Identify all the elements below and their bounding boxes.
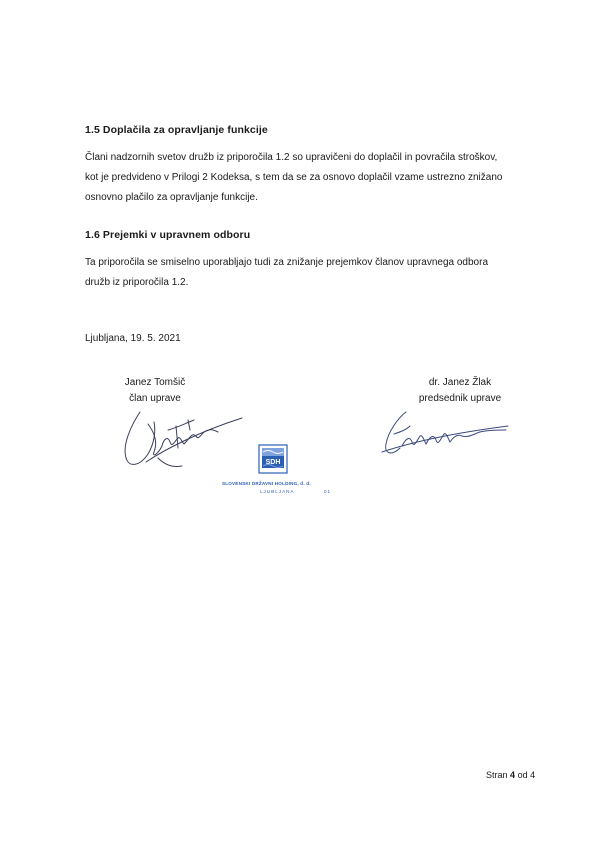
signature-left-image [118,402,248,482]
paragraph-line: kot je predvideno v Prilogi 2 Kodeksa, s tem da se za osnovo doplačil vzame ustrezno znižano [85,172,503,183]
signatory-left-name: Janez Tomšič [124,377,186,388]
page-number-current: 4 [510,770,516,780]
page-number-total: 4 [530,770,536,780]
place-date: Ljubljana, 19. 5. 2021 [85,333,181,344]
section-body-1-5 [85,148,555,208]
section-heading-1-6: 1.6 Prejemki v upravnem odboru [85,229,251,241]
section-heading-1-5: 1.5 Doplačila za opravljanje funkcije [85,124,268,136]
paragraph-line: osnovno plačilo za opravljanje funkcije. [85,192,258,203]
page-number [486,770,535,780]
paragraph-line: družb iz priporočila 1.2. [85,277,189,288]
page-number-prefix: Stran [486,770,508,780]
stamp-city: LJUBLJANA [260,489,295,494]
section-body-1-6 [85,253,555,293]
signatory-right-role: predsednik uprave [418,393,502,404]
signature-right-image [376,404,516,464]
page-number-sep: od [517,770,528,780]
signatory-left-role: član uprave [129,393,181,404]
paragraph-line: Člani nadzornih svetov družb iz priporočila 1.2 so upravičeni do doplačil in povračila stroškov, [85,152,498,163]
stamp-company-name: SLOVENSKI DRŽAVNI HOLDING, d. d. [222,481,311,486]
stamp-number: 01 [324,489,332,494]
stamp-logo [258,444,288,474]
paragraph-line: Ta priporočila se smiselno uporabljajo tudi za znižanje prejemkov članov upravnega odbora [85,257,489,268]
signatory-right-name: dr. Janez Žlak [428,377,492,388]
stamp-logo-text: SDH [265,459,281,466]
